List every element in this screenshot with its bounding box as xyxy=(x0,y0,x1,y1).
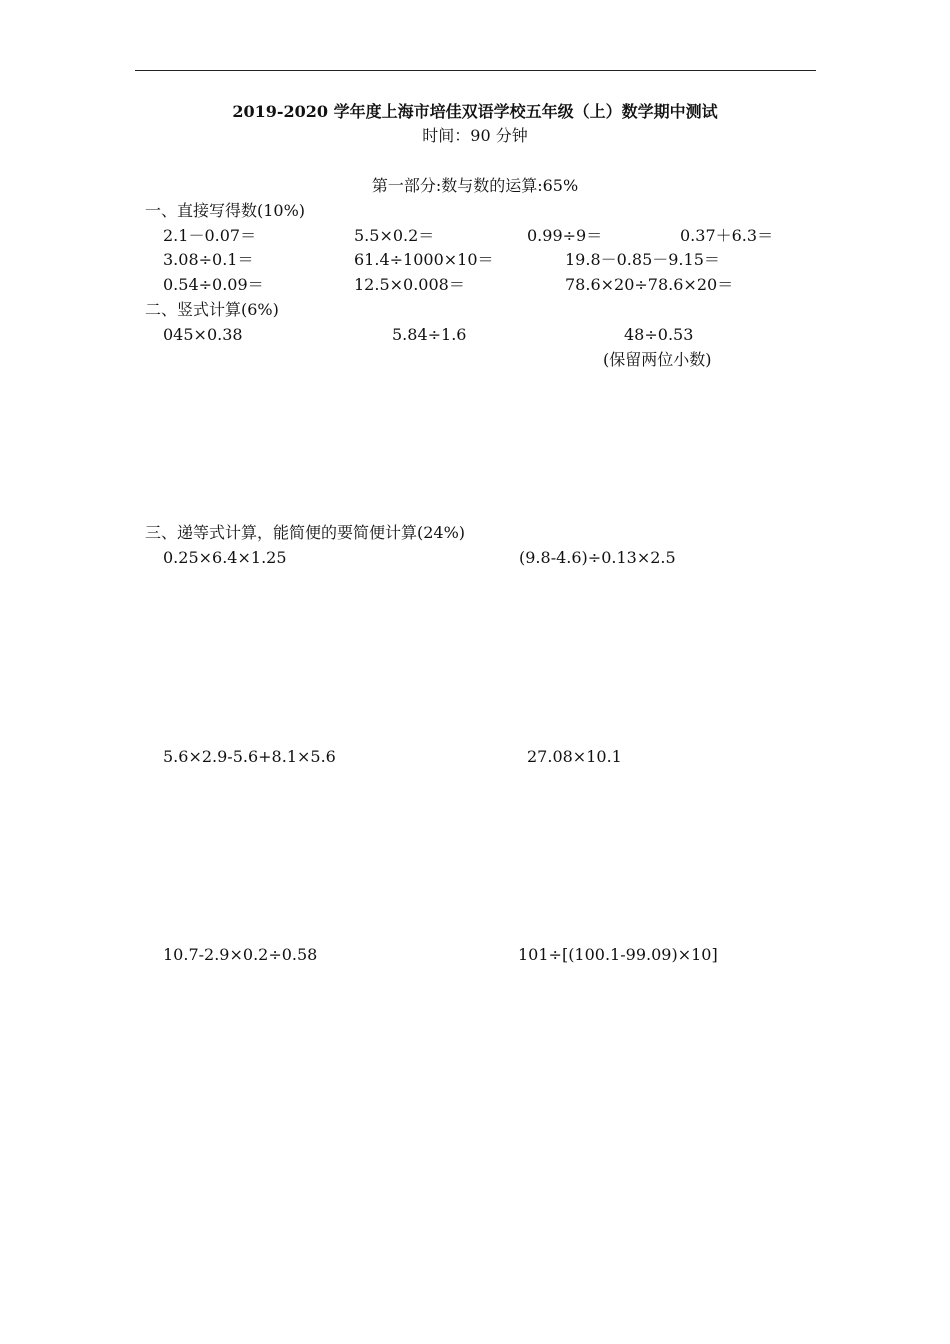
problem-1-9: 12.5×0.008＝ xyxy=(354,275,465,294)
problem-2-1: 045×0.38 xyxy=(163,325,243,344)
problem-1-4: 0.37＋6.3＝ xyxy=(680,226,774,245)
problem-3-6: 101÷[(100.1-99.09)×10] xyxy=(518,945,718,964)
problem-1-3: 0.99÷9＝ xyxy=(527,226,603,245)
exam-title: 2019-2020 学年度上海市培佳双语学校五年级（上）数学期中测试 xyxy=(232,102,718,121)
section3-heading: 三、递等式计算，能简便的要简便计算(24%) xyxy=(145,523,466,542)
problem-1-1: 2.1－0.07＝ xyxy=(163,226,257,245)
problem-3-3: 5.6×2.9-5.6+8.1×5.6 xyxy=(163,747,336,766)
problem-1-5: 3.08÷0.1＝ xyxy=(163,250,254,269)
problem-1-7: 19.8－0.85－9.15＝ xyxy=(565,250,720,269)
part-heading: 第一部分:数与数的运算:65% xyxy=(371,176,579,195)
problem-1-2: 5.5×0.2＝ xyxy=(354,226,435,245)
problem-1-6: 61.4÷1000×10＝ xyxy=(354,250,494,269)
problem-2-3-note: (保留两位小数) xyxy=(603,350,712,369)
problem-3-5: 10.7-2.9×0.2÷0.58 xyxy=(163,945,318,964)
exam-time: 时间：90 分钟 xyxy=(422,126,528,145)
section2-heading: 二、竖式计算(6%) xyxy=(145,300,279,319)
problem-2-2: 5.84÷1.6 xyxy=(392,325,467,344)
problem-3-1: 0.25×6.4×1.25 xyxy=(163,548,287,567)
problem-3-4: 27.08×10.1 xyxy=(527,747,622,766)
problem-2-3: 48÷0.53 xyxy=(624,325,694,344)
problem-1-8: 0.54÷0.09＝ xyxy=(163,275,264,294)
problem-1-10: 78.6×20÷78.6×20＝ xyxy=(565,275,734,294)
problem-3-2: (9.8-4.6)÷0.13×2.5 xyxy=(519,548,676,567)
section1-heading: 一、直接写得数(10%) xyxy=(145,201,306,220)
top-rule xyxy=(135,70,816,71)
